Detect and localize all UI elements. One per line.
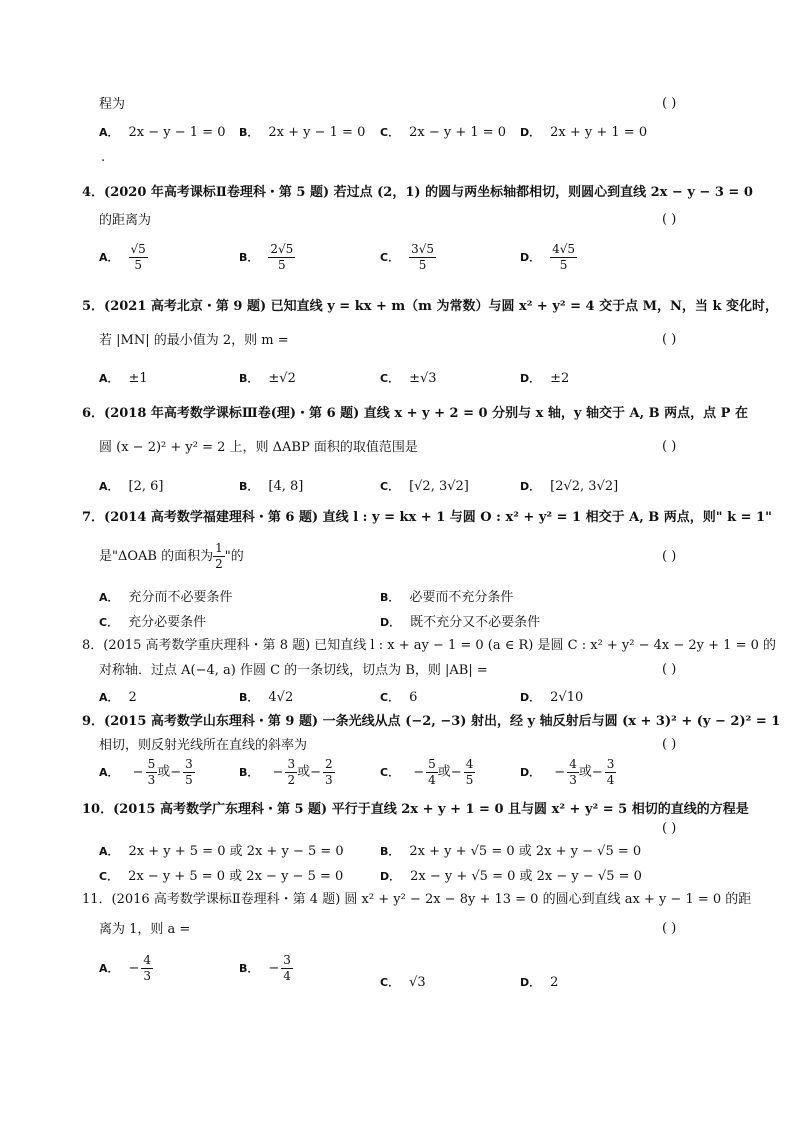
option-text: ±√2	[268, 371, 296, 386]
q10-answer-paren: ( )	[662, 821, 677, 836]
option-text: ±√3	[409, 371, 437, 386]
q8-answer-paren: ( )	[662, 662, 677, 677]
q11-option-d	[520, 974, 558, 992]
q9-option-a	[99, 757, 195, 788]
option-label: A．	[99, 372, 119, 385]
fraction-numerator: 4	[143, 953, 152, 967]
q5-option-d	[520, 370, 569, 388]
option-label: B．	[239, 961, 259, 975]
minus-sign: −	[413, 764, 425, 780]
signed-fraction	[133, 757, 158, 788]
signed-fraction	[273, 757, 298, 788]
fraction-denominator: 2	[287, 773, 296, 787]
minus-sign: −	[310, 764, 321, 780]
signed-fraction	[413, 757, 438, 788]
q9-option-c	[380, 757, 475, 788]
q6-answer-paren: ( )	[662, 439, 677, 454]
fraction-numerator: 4	[465, 757, 474, 771]
option-text: [4, 8]	[268, 479, 304, 494]
fraction-numerator: 3√5	[411, 242, 434, 256]
option-fraction	[550, 242, 577, 273]
fraction-denominator: 3	[147, 773, 156, 787]
option-label: A．	[99, 845, 119, 858]
fraction-denominator: 3	[569, 773, 577, 787]
q10-option-b	[380, 843, 641, 861]
option-label: D．	[520, 765, 541, 779]
q6-option-d	[520, 478, 618, 496]
q7-option-c	[99, 614, 206, 632]
fraction-denominator: 5	[465, 773, 474, 787]
q10-option-d	[380, 868, 642, 886]
fraction-denominator: 4	[428, 773, 436, 787]
signed-fraction	[451, 757, 476, 788]
option-label: D．	[380, 616, 401, 629]
option-fraction	[426, 757, 438, 788]
minus-sign: −	[450, 764, 462, 780]
option-text: ±2	[550, 371, 570, 386]
option-text: ±1	[128, 371, 148, 386]
minus-sign: −	[591, 764, 603, 780]
q3-option-c	[380, 124, 506, 142]
option-label: C．	[380, 480, 400, 493]
option-text: 既不充分又不必要条件	[410, 615, 541, 630]
q6-option-a	[99, 478, 163, 496]
option-fraction	[323, 757, 335, 788]
minus-sign: −	[272, 764, 284, 780]
fraction-numerator: 2	[325, 757, 333, 771]
option-fraction	[281, 953, 293, 984]
option-fraction	[146, 757, 158, 788]
fraction-denominator: 4	[283, 969, 291, 983]
option-text: 2x + y − 1 = 0	[268, 125, 366, 140]
q6-option-c	[380, 478, 469, 496]
fraction-numerator: 4	[569, 757, 577, 771]
q7-option-a	[99, 589, 233, 607]
q8-stem-line1: 8．(2015 高考数学重庆理科・第 8 题) 已知直线 l : x + ay − 1 = 0 (a ∈ R) 是圆 C : x² + y² − 4x − 2y + 1 = 0 的	[82, 638, 777, 653]
option-label: C．	[380, 765, 400, 779]
stem-text: "的	[224, 549, 244, 564]
q7-stem-line1: 7．(2014 高考数学福建理科・第 6 题) 直线 l : y = kx + 1 与圆 O : x² + y² = 1 相交于 A, B 两点，则" k = 1"	[82, 510, 772, 525]
option-label: D．	[520, 251, 541, 264]
option-text: 2x + y + √5 = 0 或 2x + y − √5 = 0	[409, 844, 642, 859]
minus-sign: −	[170, 764, 182, 780]
signed-fraction	[554, 757, 579, 788]
minus-sign: −	[132, 764, 144, 780]
option-text: 充分而不必要条件	[128, 590, 233, 605]
option-label: D．	[520, 976, 541, 989]
q5-stem-line1: 5．(2021 高考北京・第 9 题) 已知直线 y = kx + m（m 为常数）与圆 x² + y² = 4 交于点 M，N，当 k 变化时，	[82, 299, 778, 314]
stray-dot: .	[101, 150, 106, 165]
option-label: D．	[380, 870, 401, 883]
option-fraction	[605, 757, 617, 788]
minus-sign: −	[268, 960, 280, 976]
q9-stem-line1: 9．(2015 高考数学山东理科・第 9 题) 一条光线从点 (−2, −3) 射出，经 y 轴反射后与圆 (x + 3)² + (y − 2)² = 1	[82, 714, 781, 729]
q10-option-a	[99, 843, 344, 861]
fraction-numerator: 4√5	[552, 242, 576, 256]
option-label: C．	[380, 251, 400, 264]
option-label: A．	[99, 591, 119, 604]
fraction-denominator: 4	[606, 773, 615, 787]
fraction-numerator: 2√5	[270, 242, 294, 256]
option-text: 2	[550, 975, 559, 990]
q9-option-d	[520, 757, 616, 788]
option-label: D．	[520, 480, 541, 493]
fraction-denominator: 5	[278, 258, 286, 272]
option-label: B．	[380, 591, 400, 604]
q5-option-b	[239, 370, 296, 388]
q8-stem-line2: 对称轴．过点 A(−4, a) 作圆 C 的一条切线，切点为 B，则 |AB| =	[99, 663, 488, 678]
option-text: 2√10	[550, 690, 584, 705]
minus-sign: −	[128, 960, 140, 976]
q5-answer-paren: ( )	[662, 332, 677, 347]
fraction-numerator: 3	[283, 953, 291, 967]
q8-option-b	[239, 689, 293, 707]
option-label: B．	[380, 845, 400, 858]
option-label: C．	[99, 870, 119, 883]
q4-stem-line2: 的距离为	[99, 213, 152, 228]
q9-answer-paren: ( )	[662, 737, 677, 752]
q6-stem-line2: 圆 (x − 2)² + y² = 2 上，则 ΔABP 面积的取值范围是	[99, 440, 418, 455]
option-label: B．	[239, 480, 259, 493]
option-label: A．	[99, 961, 119, 975]
option-text: √3	[409, 975, 426, 990]
q5-stem-line2: 若 |MN| 的最小值为 2，则 m =	[99, 333, 289, 348]
option-fraction	[183, 757, 195, 788]
q3-option-b	[239, 124, 365, 142]
q11-stem-line1: 11．(2016 高考数学课标Ⅱ卷理科・第 4 题) 圆 x² + y² − 2x − 8y + 13 = 0 的圆心到直线 ax + y − 1 = 0 的距	[82, 892, 752, 907]
q3-option-a	[99, 124, 225, 142]
option-label: C．	[380, 126, 400, 139]
or-word: 或	[578, 764, 592, 780]
signed-fraction	[129, 953, 154, 984]
option-label: A．	[99, 126, 119, 139]
option-text: 2x − y + 1 = 0	[409, 125, 507, 140]
q7-option-b	[380, 589, 513, 607]
or-word: 或	[157, 764, 171, 780]
fraction-numerator: √5	[130, 242, 146, 256]
option-text: 2x − y − 1 = 0	[128, 125, 226, 140]
option-text: [√2, 3√2]	[409, 479, 469, 494]
or-word: 或	[437, 764, 451, 780]
q4-option-c	[380, 242, 436, 273]
fraction-denominator: 2	[215, 557, 223, 571]
fraction-denominator: 5	[418, 258, 427, 272]
option-text: [2√2, 3√2]	[550, 479, 619, 494]
q11-option-c	[380, 974, 426, 992]
q10-option-c	[99, 868, 343, 886]
q5-option-c	[380, 370, 437, 388]
option-label: B．	[239, 765, 259, 779]
option-label: A．	[99, 251, 119, 264]
fraction-numerator: 3	[287, 757, 296, 771]
minus-sign: −	[554, 764, 566, 780]
fraction-numerator: 3	[185, 757, 193, 771]
q7-answer-paren: ( )	[662, 549, 677, 564]
q3-text-tail: 程为	[99, 97, 126, 112]
q10-stem-line1: 10．(2015 高考数学广东理科・第 5 题) 平行于直线 2x + y + 1 = 0 且与圆 x² + y² = 5 相切的直线的方程是	[82, 802, 749, 817]
option-label: B．	[239, 126, 259, 139]
q4-stem-line1: 4．(2020 年高考课标Ⅱ卷理科・第 5 题) 若过点 (2，1) 的圆与两坐标轴都相切，则圆心到直线 2x − y − 3 = 0	[82, 185, 753, 200]
q11-option-b	[239, 953, 293, 984]
option-text: 4√2	[268, 690, 294, 705]
option-fraction	[129, 242, 148, 273]
fraction-denominator: 5	[185, 773, 193, 787]
option-fraction	[464, 757, 476, 788]
option-label: C．	[380, 976, 400, 989]
stem-fraction	[213, 541, 225, 572]
option-label: B．	[239, 372, 259, 385]
option-text: 2x + y + 1 = 0	[550, 125, 648, 140]
option-text: 2x − y + 5 = 0 或 2x − y − 5 = 0	[128, 869, 344, 884]
option-text: 6	[409, 690, 418, 705]
q11-stem-line2: 离为 1，则 a =	[99, 922, 191, 937]
option-label: C．	[380, 691, 400, 704]
option-text: 2x − y + √5 = 0 或 2x − y − √5 = 0	[410, 869, 642, 884]
option-label: A．	[99, 480, 119, 493]
q6-stem-line1: 6．(2018 年高考数学课标Ⅲ卷(理)・第 6 题) 直线 x + y + 2 = 0 分别与 x 轴，y 轴交于 A, B 两点，点 P 在	[82, 406, 748, 421]
option-text: 2x + y + 5 = 0 或 2x + y − 5 = 0	[128, 844, 344, 859]
q11-option-a	[99, 953, 153, 984]
q8-option-a	[99, 689, 137, 707]
signed-fraction	[268, 953, 293, 984]
option-label: C．	[380, 372, 400, 385]
fraction-numerator: 5	[428, 757, 436, 771]
option-fraction	[567, 757, 579, 788]
option-label: A．	[99, 765, 119, 779]
option-label: C．	[99, 616, 119, 629]
option-fraction	[409, 242, 436, 273]
signed-fraction	[310, 757, 335, 788]
fraction-denominator: 5	[134, 258, 142, 272]
option-text: 充分必要条件	[128, 615, 207, 630]
fraction-numerator: 1	[215, 541, 223, 555]
q4-option-a	[99, 242, 148, 273]
q7-option-d	[380, 614, 540, 632]
option-label: D．	[520, 691, 541, 704]
q11-answer-paren: ( )	[662, 921, 677, 936]
q4-answer-paren: ( )	[662, 212, 677, 227]
fraction-denominator: 5	[559, 258, 568, 272]
option-fraction	[268, 242, 295, 273]
q7-stem-line2	[99, 541, 244, 572]
option-label: D．	[520, 372, 541, 385]
signed-fraction	[592, 757, 617, 788]
q4-option-d	[520, 242, 577, 273]
signed-fraction	[170, 757, 195, 788]
option-label: B．	[239, 691, 259, 704]
q4-option-b	[239, 242, 295, 273]
q9-stem-line2: 相切，则反射光线所在直线的斜率为	[99, 738, 308, 753]
fraction-numerator: 5	[147, 757, 156, 771]
option-text: 必要而不充分条件	[409, 590, 514, 605]
stem-text: 是"ΔOAB 的面积为	[99, 549, 214, 564]
fraction-numerator: 3	[606, 757, 615, 771]
q8-option-c	[380, 689, 417, 707]
option-fraction	[141, 953, 153, 984]
fraction-denominator: 3	[143, 969, 152, 983]
option-text: [2, 6]	[128, 479, 164, 494]
q3-answer-paren: ( )	[662, 96, 677, 111]
option-label: B．	[239, 251, 259, 264]
or-word: 或	[297, 764, 311, 780]
q5-option-a	[99, 370, 148, 388]
q6-option-b	[239, 478, 303, 496]
q3-option-d	[520, 124, 647, 142]
option-label: A．	[99, 691, 119, 704]
option-label: D．	[520, 126, 541, 139]
q9-option-b	[239, 757, 335, 788]
option-fraction	[285, 757, 297, 788]
option-text: 2	[128, 690, 137, 705]
fraction-denominator: 3	[325, 773, 333, 787]
q8-option-d	[520, 689, 583, 707]
